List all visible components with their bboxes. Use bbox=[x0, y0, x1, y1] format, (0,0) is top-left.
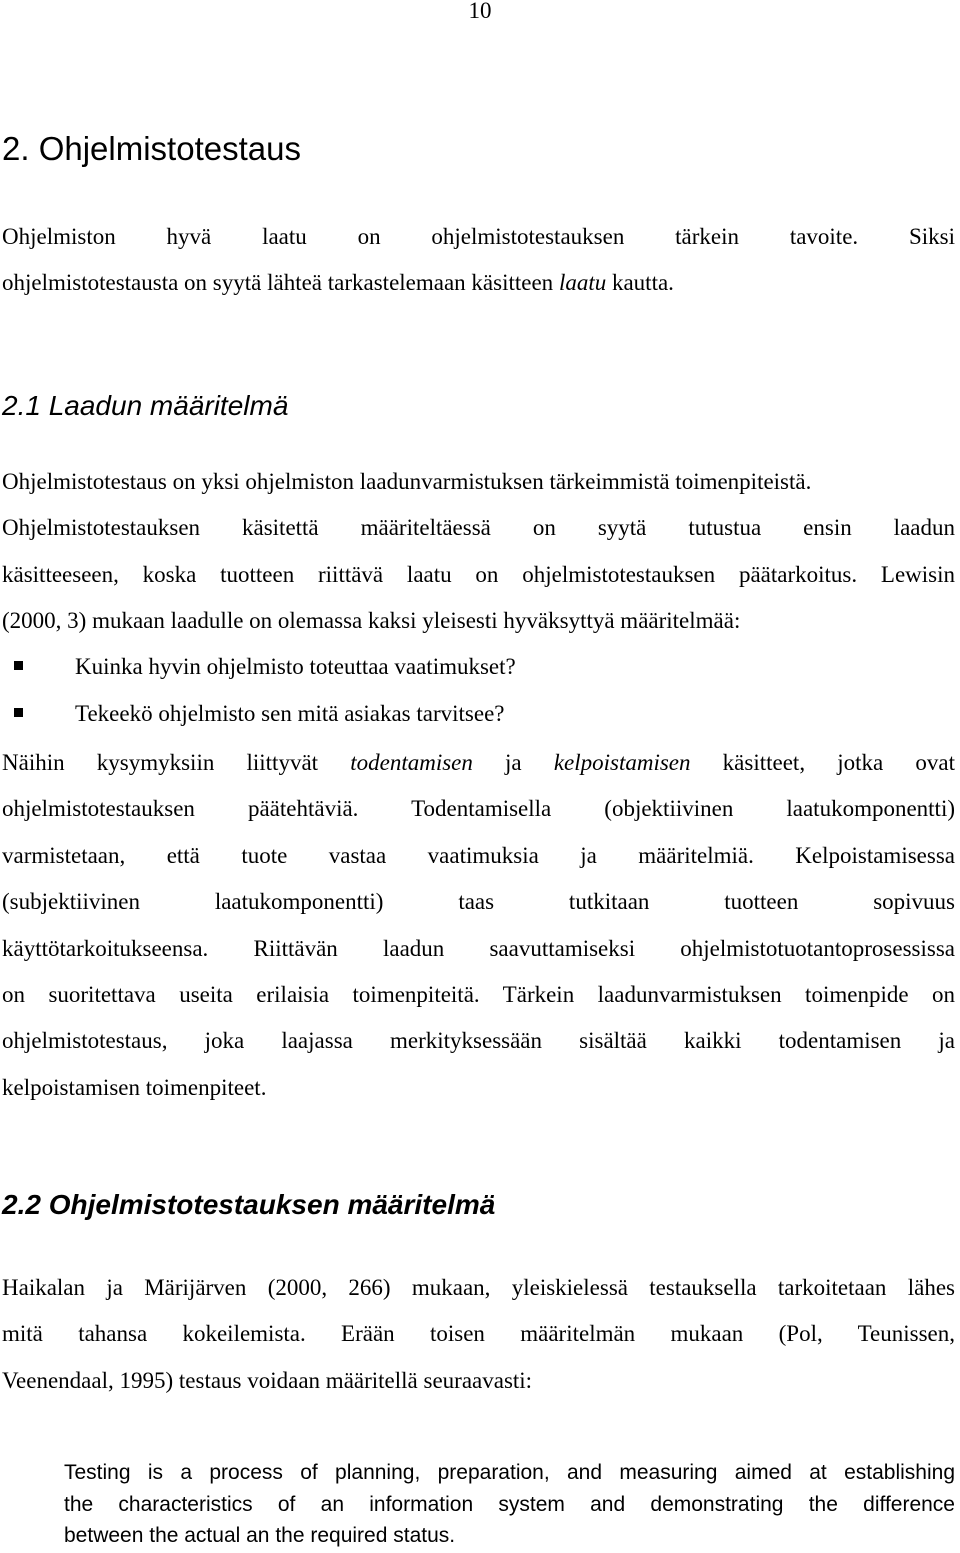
quote-line-1: Testing is a process of planning, preparation, and measuring aimed at establishing bbox=[64, 1461, 955, 1484]
subsection-1-paragraph bbox=[2, 459, 955, 645]
subsection-1-paragraph-2 bbox=[2, 740, 955, 1111]
sub1b-line-2: ohjelmistotestauksen päätehtäviä. Todentamisella (objektiivinen laatukomponentti) bbox=[2, 796, 955, 822]
square-bullet-icon bbox=[14, 661, 23, 670]
subsection-1-title: 2.1 Laadun määritelmä bbox=[2, 390, 289, 421]
sub1b-line-7: ohjelmistotestaus, joka laajassa merkityksessään sisältää kaikki todentamisen ja bbox=[2, 1028, 955, 1054]
section-title: 2. Ohjelmistotestaus bbox=[2, 130, 301, 167]
subsection-2-title: 2.2 Ohjelmistotestauksen määritelmä bbox=[2, 1189, 496, 1220]
sub1-line-4: (2000, 3) mukaan laadulle on olemassa kaksi yleisesti hyväksyttyä määritelmää: bbox=[2, 608, 741, 634]
list-item: Kuinka hyvin ohjelmisto toteuttaa vaatimukset? bbox=[14, 654, 516, 680]
quote-line-3: between the actual an the required status. bbox=[64, 1524, 456, 1547]
page-number: 10 bbox=[468, 0, 492, 23]
sub1b-line-8: kelpoistamisen toimenpiteet. bbox=[2, 1074, 267, 1100]
list-item: Tekeekö ohjelmisto sen mitä asiakas tarvitsee? bbox=[14, 701, 505, 727]
sub2-line-3: Veenendaal, 1995) testaus voidaan määritellä seuraavasti: bbox=[2, 1367, 533, 1393]
sub1-line-2: Ohjelmistotestauksen käsitettä määriteltäessä on syytä tutustua ensin laadun bbox=[2, 515, 955, 541]
emphasis-laatu: laatu bbox=[558, 270, 607, 296]
subsection-2-paragraph bbox=[2, 1265, 955, 1404]
emphasis-todentamisen: todentamisen bbox=[350, 750, 473, 775]
sub2-line-2: mitä tahansa kokeilemista. Erään toisen määritelmän mukaan (Pol, Teunissen, bbox=[2, 1321, 955, 1347]
intro-line-1: Ohjelmiston hyvä laatu on ohjelmistotestauksen tärkein tavoite. Siksi bbox=[2, 224, 955, 249]
block-quote bbox=[64, 1457, 955, 1552]
sub1b-line-4: (subjektiivinen laatukomponentti) taas tutkitaan tuotteen sopivuus bbox=[2, 889, 955, 915]
sub1b-line-1: Näihin kysymyksiin liittyvät todentamisen ja kelpoistamisen käsitteet, jotka ovat bbox=[2, 750, 955, 775]
sub1b-line-3: varmistetaan, että tuote vastaa vaatimuksia ja määritelmiä. Kelpoistamisessa bbox=[2, 842, 955, 868]
quote-line-2: the characteristics of an information system and demonstrating the difference bbox=[64, 1492, 955, 1516]
sub1b-line-5: käyttötarkoitukseensa. Riittävän laadun saavuttamiseksi ohjelmistotuotantoprosessissa bbox=[2, 935, 955, 961]
emphasis-kelpoistamisen: kelpoistamisen bbox=[553, 750, 691, 775]
square-bullet-icon bbox=[14, 708, 23, 717]
sub1-line-3: käsitteeseen, koska tuotteen riittävä laatu on ohjelmistotestauksen päätarkoitus. Lewisin bbox=[2, 561, 955, 587]
intro-paragraph bbox=[2, 214, 955, 307]
sub1b-line-6: on suoritettava useita erilaisia toimenpiteitä. Tärkein laadunvarmistuksen toimenpide on bbox=[2, 981, 955, 1007]
intro-line-2: ohjelmistotestausta on syytä lähteä tarkastelemaan käsitteen laatu kautta. bbox=[2, 270, 674, 296]
sub1-line-1: Ohjelmistotestaus on yksi ohjelmiston laadunvarmistuksen tärkeimmistä toimenpiteistä. bbox=[2, 469, 812, 494]
sub2-line-1: Haikalan ja Märijärven (2000, 266) mukaan, yleiskielessä testauksella tarkoitetaan lähes bbox=[2, 1275, 955, 1300]
